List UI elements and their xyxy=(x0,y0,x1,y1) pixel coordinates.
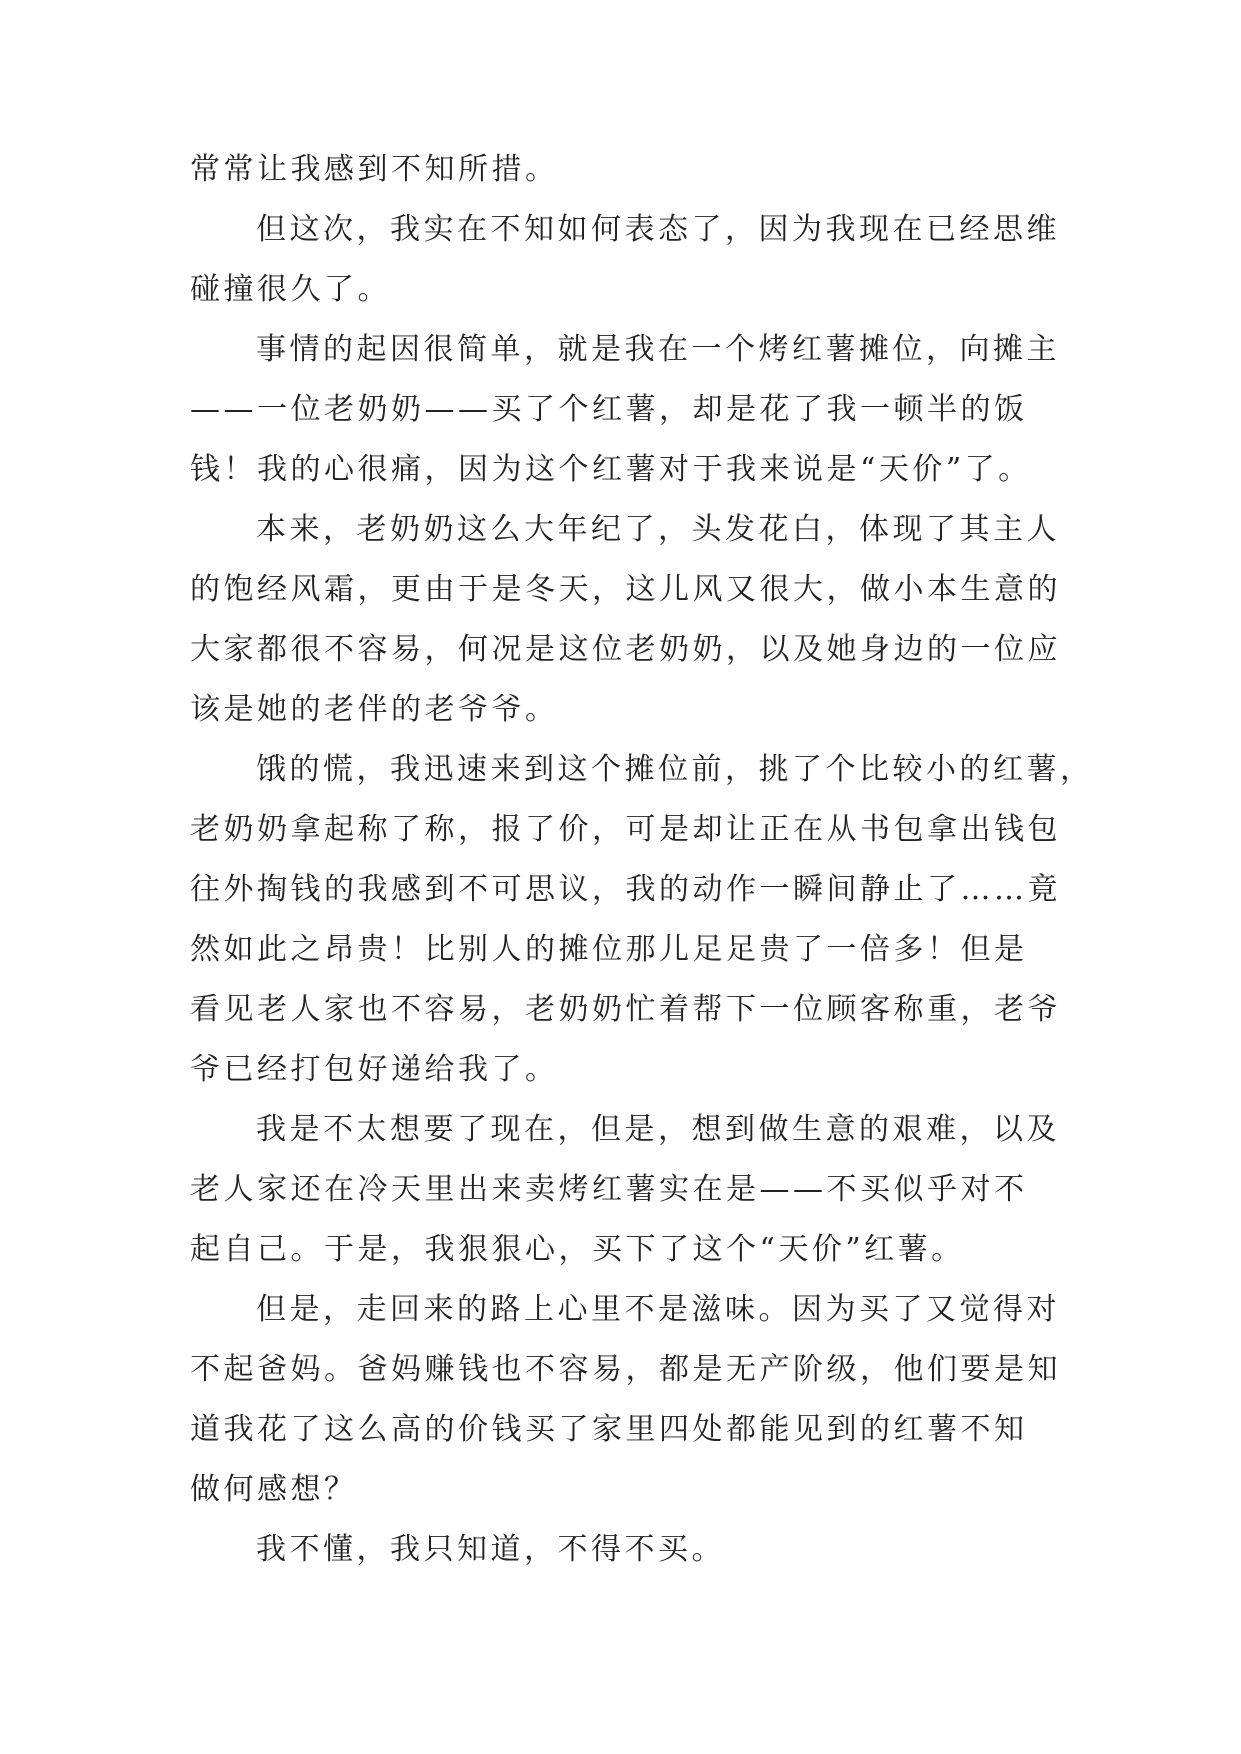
text-line: 本来，老奶奶这么大年纪了，头发花白，体现了其主人 xyxy=(256,512,1060,547)
text-line: 钱！我的心很痛，因为这个红薯对于我来说是“天价”了。 xyxy=(190,452,1032,487)
text-line: 饿的慌，我迅速来到这个摊位前，挑了个比较小的红薯， xyxy=(256,752,1094,787)
text-line: 该是她的老伴的老爷爷。 xyxy=(190,692,559,727)
text-line: 我是不太想要了现在，但是，想到做生意的艰难，以及 xyxy=(256,1112,1060,1147)
document-body xyxy=(190,140,1094,1580)
text-line: 看见老人家也不容易，老奶奶忙着帮下一位顾客称重，老爷 xyxy=(190,992,1061,1027)
text-line: 道我花了这么高的价钱买了家里四处都能见到的红薯不知 xyxy=(190,1412,1028,1447)
text-line: 我不懂，我只知道，不得不买。 xyxy=(256,1532,725,1567)
text-line: 碰撞很久了。 xyxy=(190,272,391,307)
text-line: 大家都很不容易，何况是这位老奶奶，以及她身边的一位应 xyxy=(190,632,1061,667)
text-line: 起自己。于是，我狠狠心，买下了这个“天价”红薯。 xyxy=(190,1232,965,1267)
text-line: 然如此之昂贵！比别人的摊位那儿足足贵了一倍多！但是 xyxy=(190,932,1028,967)
text-line: 老奶奶拿起称了称，报了价，可是却让正在从书包拿出钱包 xyxy=(190,812,1061,847)
text-line: 事情的起因很简单，就是我在一个烤红薯摊位，向摊主 xyxy=(256,332,1060,367)
text-line: 的饱经风霜，更由于是冬天，这儿风又很大，做小本生意的 xyxy=(190,572,1061,607)
text-line: 不起爸妈。爸妈赚钱也不容易，都是无产阶级，他们要是知 xyxy=(190,1352,1061,1387)
text-line: 爷已经打包好递给我了。 xyxy=(190,1052,559,1087)
text-line: ——一位老奶奶——买了个红薯，却是花了我一顿半的饭 xyxy=(190,392,1028,427)
text-line: 常常让我感到不知所措。 xyxy=(190,152,559,187)
text-line: 但是，走回来的路上心里不是滋味。因为买了又觉得对 xyxy=(256,1292,1060,1327)
text-line: 老人家还在冷天里出来卖烤红薯实在是——不买似乎对不 xyxy=(190,1172,1028,1207)
text-line: 但这次，我实在不知如何表态了，因为我现在已经思维 xyxy=(256,212,1060,247)
text-line: 往外掏钱的我感到不可思议，我的动作一瞬间静止了……竟 xyxy=(190,872,1061,907)
text-line: 做何感想？ xyxy=(190,1472,358,1507)
